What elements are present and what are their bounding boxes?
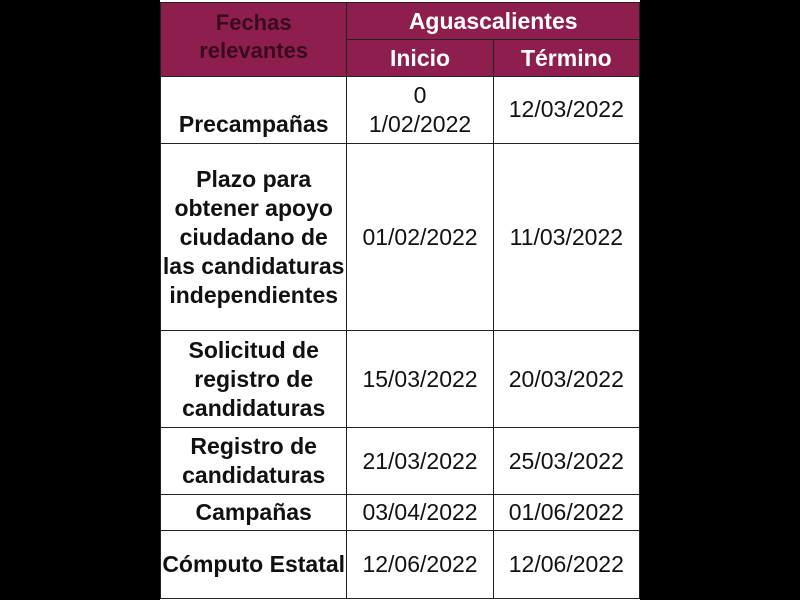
row-start-date: 21/03/2022: [347, 428, 493, 495]
row-label: Precampañas: [161, 77, 347, 144]
table-row: [161, 531, 640, 599]
row-end-date: 11/03/2022: [493, 144, 639, 331]
header-inicio: Inicio: [347, 40, 493, 77]
row-start-date: 0 1/02/2022: [347, 77, 493, 144]
header-fechas-relevantes: Fechas relevantes: [161, 3, 347, 77]
table-row: [161, 495, 640, 531]
dates-table: [160, 2, 640, 599]
row-end-date: 12/06/2022: [493, 531, 639, 599]
row-start-date: 15/03/2022: [347, 331, 493, 428]
document-page: [160, 0, 640, 600]
row-end-date: 25/03/2022: [493, 428, 639, 495]
row-start-date: 03/04/2022: [347, 495, 493, 531]
row-start-date: 01/02/2022: [347, 144, 493, 331]
table-row: [161, 144, 640, 331]
row-label: Solicitud de registro de candidaturas: [161, 331, 347, 428]
row-end-date: 12/03/2022: [493, 77, 639, 144]
table-row: [161, 331, 640, 428]
table-row: [161, 77, 640, 144]
row-label: Registro de candidaturas: [161, 428, 347, 495]
header-region: Aguascalientes: [347, 3, 640, 40]
row-end-date: 20/03/2022: [493, 331, 639, 428]
row-end-date: 01/06/2022: [493, 495, 639, 531]
row-label: Plazo para obtener apoyo ciudadano de las candidaturas independientes: [161, 144, 347, 331]
row-start-date: 12/06/2022: [347, 531, 493, 599]
header-termino: Término: [493, 40, 639, 77]
row-label: Campañas: [161, 495, 347, 531]
table-row: [161, 428, 640, 495]
row-label: Cómputo Estatal: [161, 531, 347, 599]
